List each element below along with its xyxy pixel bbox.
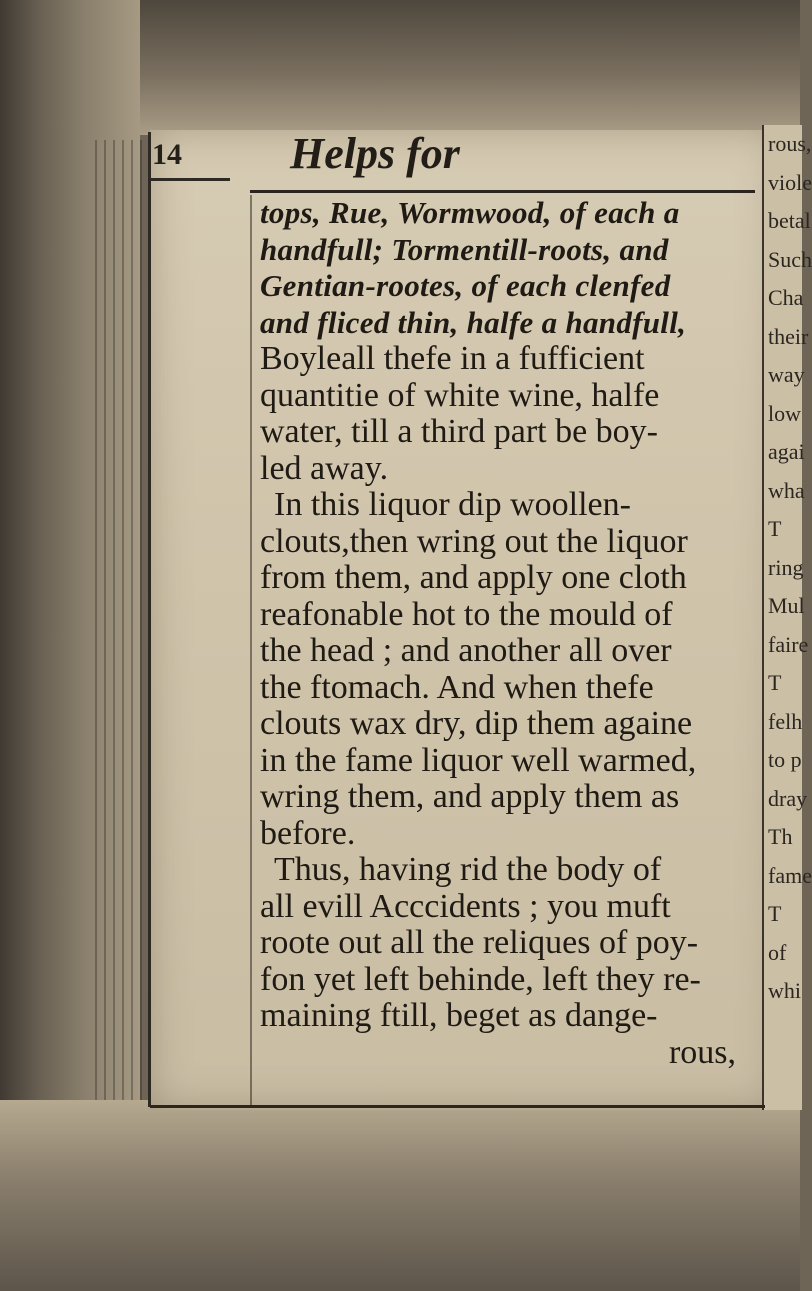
facing-line: fame bbox=[768, 862, 812, 888]
facing-line: Cha bbox=[768, 285, 804, 310]
text-line: clouts,then wring out the liquor bbox=[260, 522, 688, 560]
page-number: 14 bbox=[152, 138, 182, 171]
text-frame-rule bbox=[250, 195, 252, 1105]
bottom-rule bbox=[150, 1105, 765, 1108]
facing-line: to p bbox=[768, 747, 802, 772]
facing-line: dray bbox=[768, 785, 808, 811]
facing-line: T bbox=[768, 670, 782, 695]
facing-line: their bbox=[768, 323, 809, 349]
facing-line: low bbox=[768, 400, 801, 426]
facing-line: Such bbox=[768, 246, 812, 272]
facing-line: Mul bbox=[768, 593, 805, 618]
facing-line: agai bbox=[768, 439, 805, 464]
text-line: In this liquor dip woollen- bbox=[274, 486, 631, 523]
text-line: the head ; and another all over bbox=[260, 632, 672, 669]
facing-line: T bbox=[768, 901, 782, 926]
text-line: the ftomach. And when thefe bbox=[260, 668, 654, 706]
text-line: fon yet left behinde, left they re- bbox=[260, 960, 701, 998]
facing-line: whi bbox=[768, 978, 801, 1003]
facing-line: Th bbox=[768, 824, 793, 849]
facing-line: felh bbox=[768, 708, 803, 734]
gutter-rule bbox=[148, 132, 151, 1107]
text-line: handfull; Tormentill-roots, and bbox=[260, 231, 669, 267]
facing-line: faire bbox=[768, 631, 809, 657]
text-line: before. bbox=[260, 814, 356, 852]
text-line: in the fame liquor well warmed, bbox=[260, 741, 697, 779]
text-line: and fliced thin, halfe a handfull, bbox=[260, 304, 687, 340]
page-number-rule bbox=[148, 178, 230, 181]
text-line: reafonable hot to the mould of bbox=[260, 595, 673, 633]
facing-line: viole bbox=[768, 169, 812, 195]
text-line: quantitie of white wine, halfe bbox=[260, 376, 660, 414]
facing-line: ring bbox=[768, 554, 804, 580]
facing-line: rous, bbox=[768, 131, 812, 156]
facing-line: way bbox=[768, 362, 805, 387]
running-head: Helps for bbox=[290, 129, 460, 178]
text-line: Boyleall thefe in a fufficient bbox=[260, 340, 645, 377]
text-line: led away. bbox=[260, 449, 389, 487]
facing-line: T bbox=[768, 516, 782, 541]
body-text bbox=[260, 195, 760, 1071]
facing-line: wha bbox=[768, 477, 805, 503]
text-line: clouts wax dry, dip them againe bbox=[260, 705, 693, 742]
facing-line: of bbox=[768, 939, 787, 965]
text-line: Thus, having rid the body of bbox=[274, 851, 662, 888]
header-rule bbox=[250, 190, 755, 193]
text-line: tops, Rue, Wormwood, of each a bbox=[260, 195, 680, 230]
text-line: all evill Acccidents ; you muft bbox=[260, 887, 671, 925]
facing-page-fragment bbox=[762, 125, 812, 1110]
text-line: Gentian-rootes, of each clenfed bbox=[260, 268, 671, 303]
text-line: water, till a third part be boy- bbox=[260, 413, 659, 450]
text-line: roote out all the reliques of poy- bbox=[260, 924, 699, 961]
facing-line: betal bbox=[768, 208, 811, 233]
text-line: wring them, and apply them as bbox=[260, 778, 680, 815]
bottom-scan-margin bbox=[0, 1100, 800, 1291]
page-edge-stripes bbox=[95, 140, 150, 1240]
text-line: from them, and apply one cloth bbox=[260, 559, 687, 596]
text-line: maining ftill, beget as dange- bbox=[260, 997, 658, 1034]
catchword: rous, bbox=[668, 1033, 736, 1071]
